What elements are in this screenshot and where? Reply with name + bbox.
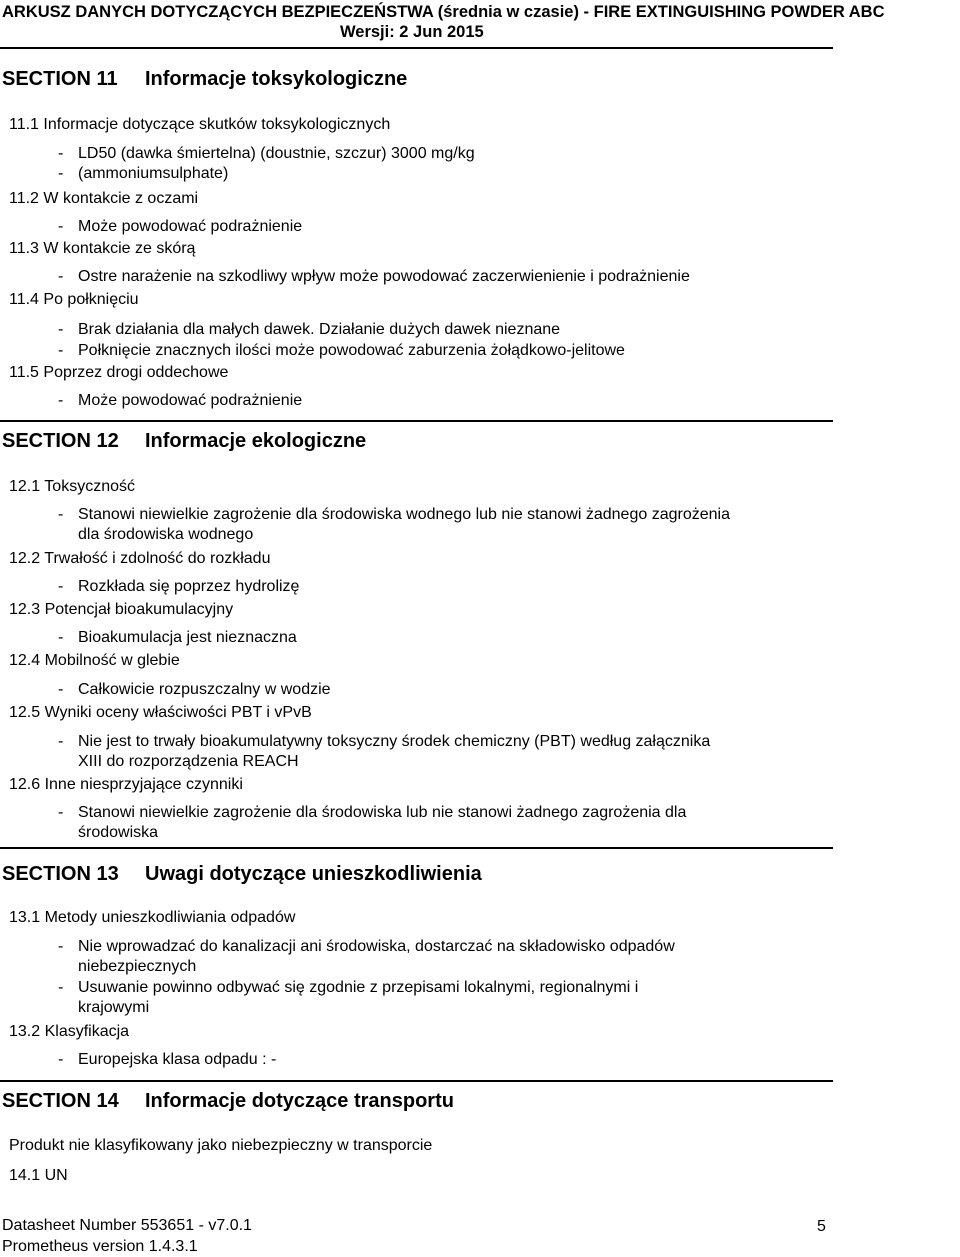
subsection-11-1: 11.1 Informacje dotyczące skutków toksykologicznych [9, 116, 391, 133]
list-item: - Może powodować podrażnienie [58, 392, 303, 409]
subsection-13-1: 13.1 Metody unieszkodliwiania odpadów [9, 909, 296, 926]
section-divider [0, 47, 833, 49]
section-divider [0, 420, 833, 422]
list-item: - Bioakumulacja jest nieznaczna [58, 629, 297, 646]
subsection-12-1: 12.1 Toksyczność [9, 478, 135, 495]
section-divider [0, 1080, 833, 1082]
subsection-12-6: 12.6 Inne niesprzyjające czynniki [9, 776, 243, 793]
list-item: - Całkowicie rozpuszczalny w wodzie [58, 681, 331, 698]
section-12-heading [2, 430, 366, 453]
list-item: - Może powodować podrażnienie [58, 218, 303, 235]
list-item: - Połknięcie znacznych ilości może powodować zaburzenia żołądkowo-jelitowe [58, 342, 625, 359]
section-title: Informacje toksykologiczne [145, 68, 408, 90]
list-item: - Nie wprowadzać do kanalizacji ani środowiska, dostarczać na składowisko odpadów niebezpiecznych [58, 938, 675, 975]
subsection-12-5: 12.5 Wyniki oceny właściwości PBT i vPvB [9, 704, 312, 721]
subsection-11-5: 11.5 Poprzez drogi oddechowe [9, 364, 229, 381]
subsection-12-4: 12.4 Mobilność w glebie [9, 652, 180, 669]
section-number: SECTION 14 [2, 1090, 119, 1112]
list-item: - (ammoniumsulphate) [58, 165, 229, 182]
section-divider [0, 847, 833, 849]
section-11-heading [2, 68, 407, 91]
section-title: Informacje dotyczące transportu [145, 1090, 454, 1112]
section-14-heading [2, 1090, 454, 1113]
subsection-13-2: 13.2 Klasyfikacja [9, 1023, 130, 1040]
list-item: - Usuwanie powinno odbywać się zgodnie z przepisami lokalnymi, regionalnymi i krajowymi [58, 979, 639, 1016]
footer-datasheet-number: Datasheet Number 553651 - v7.0.1 [2, 1217, 252, 1234]
subsection-11-3: 11.3 W kontakcie ze skórą [9, 240, 196, 257]
list-item: - Brak działania dla małych dawek. Działanie dużych dawek nieznane [58, 321, 561, 338]
transport-note: Produkt nie klasyfikowany jako niebezpieczny w transporcie [9, 1137, 433, 1154]
document-header [0, 0, 960, 44]
subsection-14-1: 14.1 UN [9, 1167, 68, 1184]
list-item: - Stanowi niewielkie zagrożenie dla środowiska wodnego lub nie stanowi żadnego zagrożenia dla środowiska wodnego [58, 506, 730, 543]
footer-prometheus-version: Prometheus version 1.4.3.1 [2, 1238, 198, 1255]
subsection-12-2: 12.2 Trwałość i zdolność do rozkładu [9, 550, 271, 567]
list-item: - Ostre narażenie na szkodliwy wpływ może powodować zaczerwienienie i podrażnienie [58, 268, 690, 285]
list-item: - LD50 (dawka śmiertelna) (doustnie, szczur) 3000 mg/kg [58, 145, 475, 162]
document-title: ARKUSZ DANYCH DOTYCZĄCYCH BEZPIECZEŃSTWA (średnia w czasie) - FIRE EXTINGUISHING POWDER ABC [2, 3, 885, 21]
subsection-11-4: 11.4 Po połknięciu [9, 291, 139, 308]
section-13-heading [2, 863, 482, 886]
section-number: SECTION 11 [2, 68, 118, 90]
section-title: Informacje ekologiczne [145, 430, 367, 452]
section-title: Uwagi dotyczące unieszkodliwienia [145, 863, 482, 885]
list-item: - Rozkłada się poprzez hydrolizę [58, 578, 300, 595]
subsection-11-2: 11.2 W kontakcie z oczami [9, 190, 199, 207]
document-version: Wersji: 2 Jun 2015 [340, 23, 484, 41]
list-item: - Europejska klasa odpadu : - [58, 1051, 277, 1068]
list-item: - Nie jest to trwały bioakumulatywny toksyczny środek chemiczny (PBT) według załącznika XIII do rozporządzenia REACH [58, 733, 711, 770]
section-number: SECTION 12 [2, 430, 119, 452]
subsection-12-3: 12.3 Potencjał bioakumulacyjny [9, 601, 234, 618]
section-number: SECTION 13 [2, 863, 119, 885]
list-item: - Stanowi niewielkie zagrożenie dla środowiska lub nie stanowi żadnego zagrożenia dla środowiska [58, 804, 687, 841]
page-number: 5 [817, 1218, 826, 1235]
